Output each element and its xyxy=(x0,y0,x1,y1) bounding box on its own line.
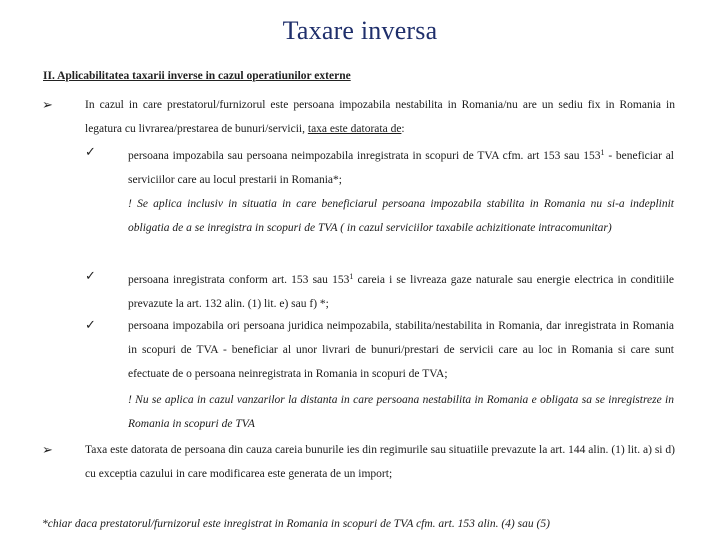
list-item-1-end: - beneficiar al serviciilor care au locul prestarii in Romania*; xyxy=(128,150,674,186)
list-item-2 xyxy=(128,265,674,316)
paragraph-1-text: In cazul in care prestatorul/furnizorul este persoana impozabila nestabilita in Romania/nu are un sediu fix in Romania in legatura cu livrarea/prestarea de bunuri/servicii, xyxy=(85,99,675,135)
arrow-bullet-icon: ➢ xyxy=(42,442,53,457)
list-item-2-end: careia i se livreaza gaze naturale sau energie electrica in conditiile prevazute la art. 132 alin. (1) lit. e) sau f) *; xyxy=(128,274,674,310)
list-item-2-text: persoana inregistrata conform art. 153 sau 153 xyxy=(128,274,350,286)
section-heading: II. Aplicabilitatea taxarii inverse in cazul operatiunilor externe xyxy=(43,70,351,82)
check-bullet-icon: ✓ xyxy=(85,317,96,332)
note-2: ! Nu se aplica in cazul vanzarilor la distanta in care persoana nestabilita in Romania e obligata sa se inregistreze in Romania in scopuri de TVA xyxy=(128,394,674,430)
paragraph-1-end: : xyxy=(401,123,405,135)
footnote: *chiar daca prestatorul/furnizorul este inregistrat in Romania in scopuri de TVA cfm. art. 153 alin. (4) sau (5) xyxy=(42,518,550,530)
list-item-1-superscript: 1 xyxy=(600,148,605,157)
list-item-3: persoana impozabila ori persoana juridica neimpozabila, stabilita/nestabilita in Romania, dar inregistrata in Romania in scopuri de TVA - beneficiar al unor livrari de bunuri/prestari de servicii care au loc in Romania si care sunt efectuate de o persoana neinregistrata in Romania in scopuri de TVA; xyxy=(128,320,674,380)
page-title: Taxare inversa xyxy=(282,16,438,45)
note-1: ! Se aplica inclusiv in situatia in care beneficiarul persoana impozabila stabilita in Romania nu si-a indeplinit obligatia de a se inregistra in scopuri de TVA ( in cazul serviciilor taxabile achizitionate intracomunitar) xyxy=(128,198,674,234)
arrow-bullet-icon: ➢ xyxy=(42,97,53,112)
paragraph-1-underlined: taxa este datorata de xyxy=(307,123,402,135)
check-bullet-icon: ✓ xyxy=(85,144,96,159)
list-item-2-superscript: 1 xyxy=(349,272,354,281)
paragraph-2: Taxa este datorata de persoana din cauza careia bunurile ies din regimurile sau situatiile prevazute la art. 144 alin. (1) lit. a) si d) cu exceptia cazului in care modificarea este generata de un import; xyxy=(85,444,675,480)
check-bullet-icon: ✓ xyxy=(85,268,96,283)
paragraph-1 xyxy=(85,93,675,141)
list-item-1 xyxy=(128,141,674,192)
list-item-1-text: persoana impozabila sau persoana neimpozabila inregistrata in scopuri de TVA cfm. art 153 sau 153 xyxy=(128,150,601,162)
